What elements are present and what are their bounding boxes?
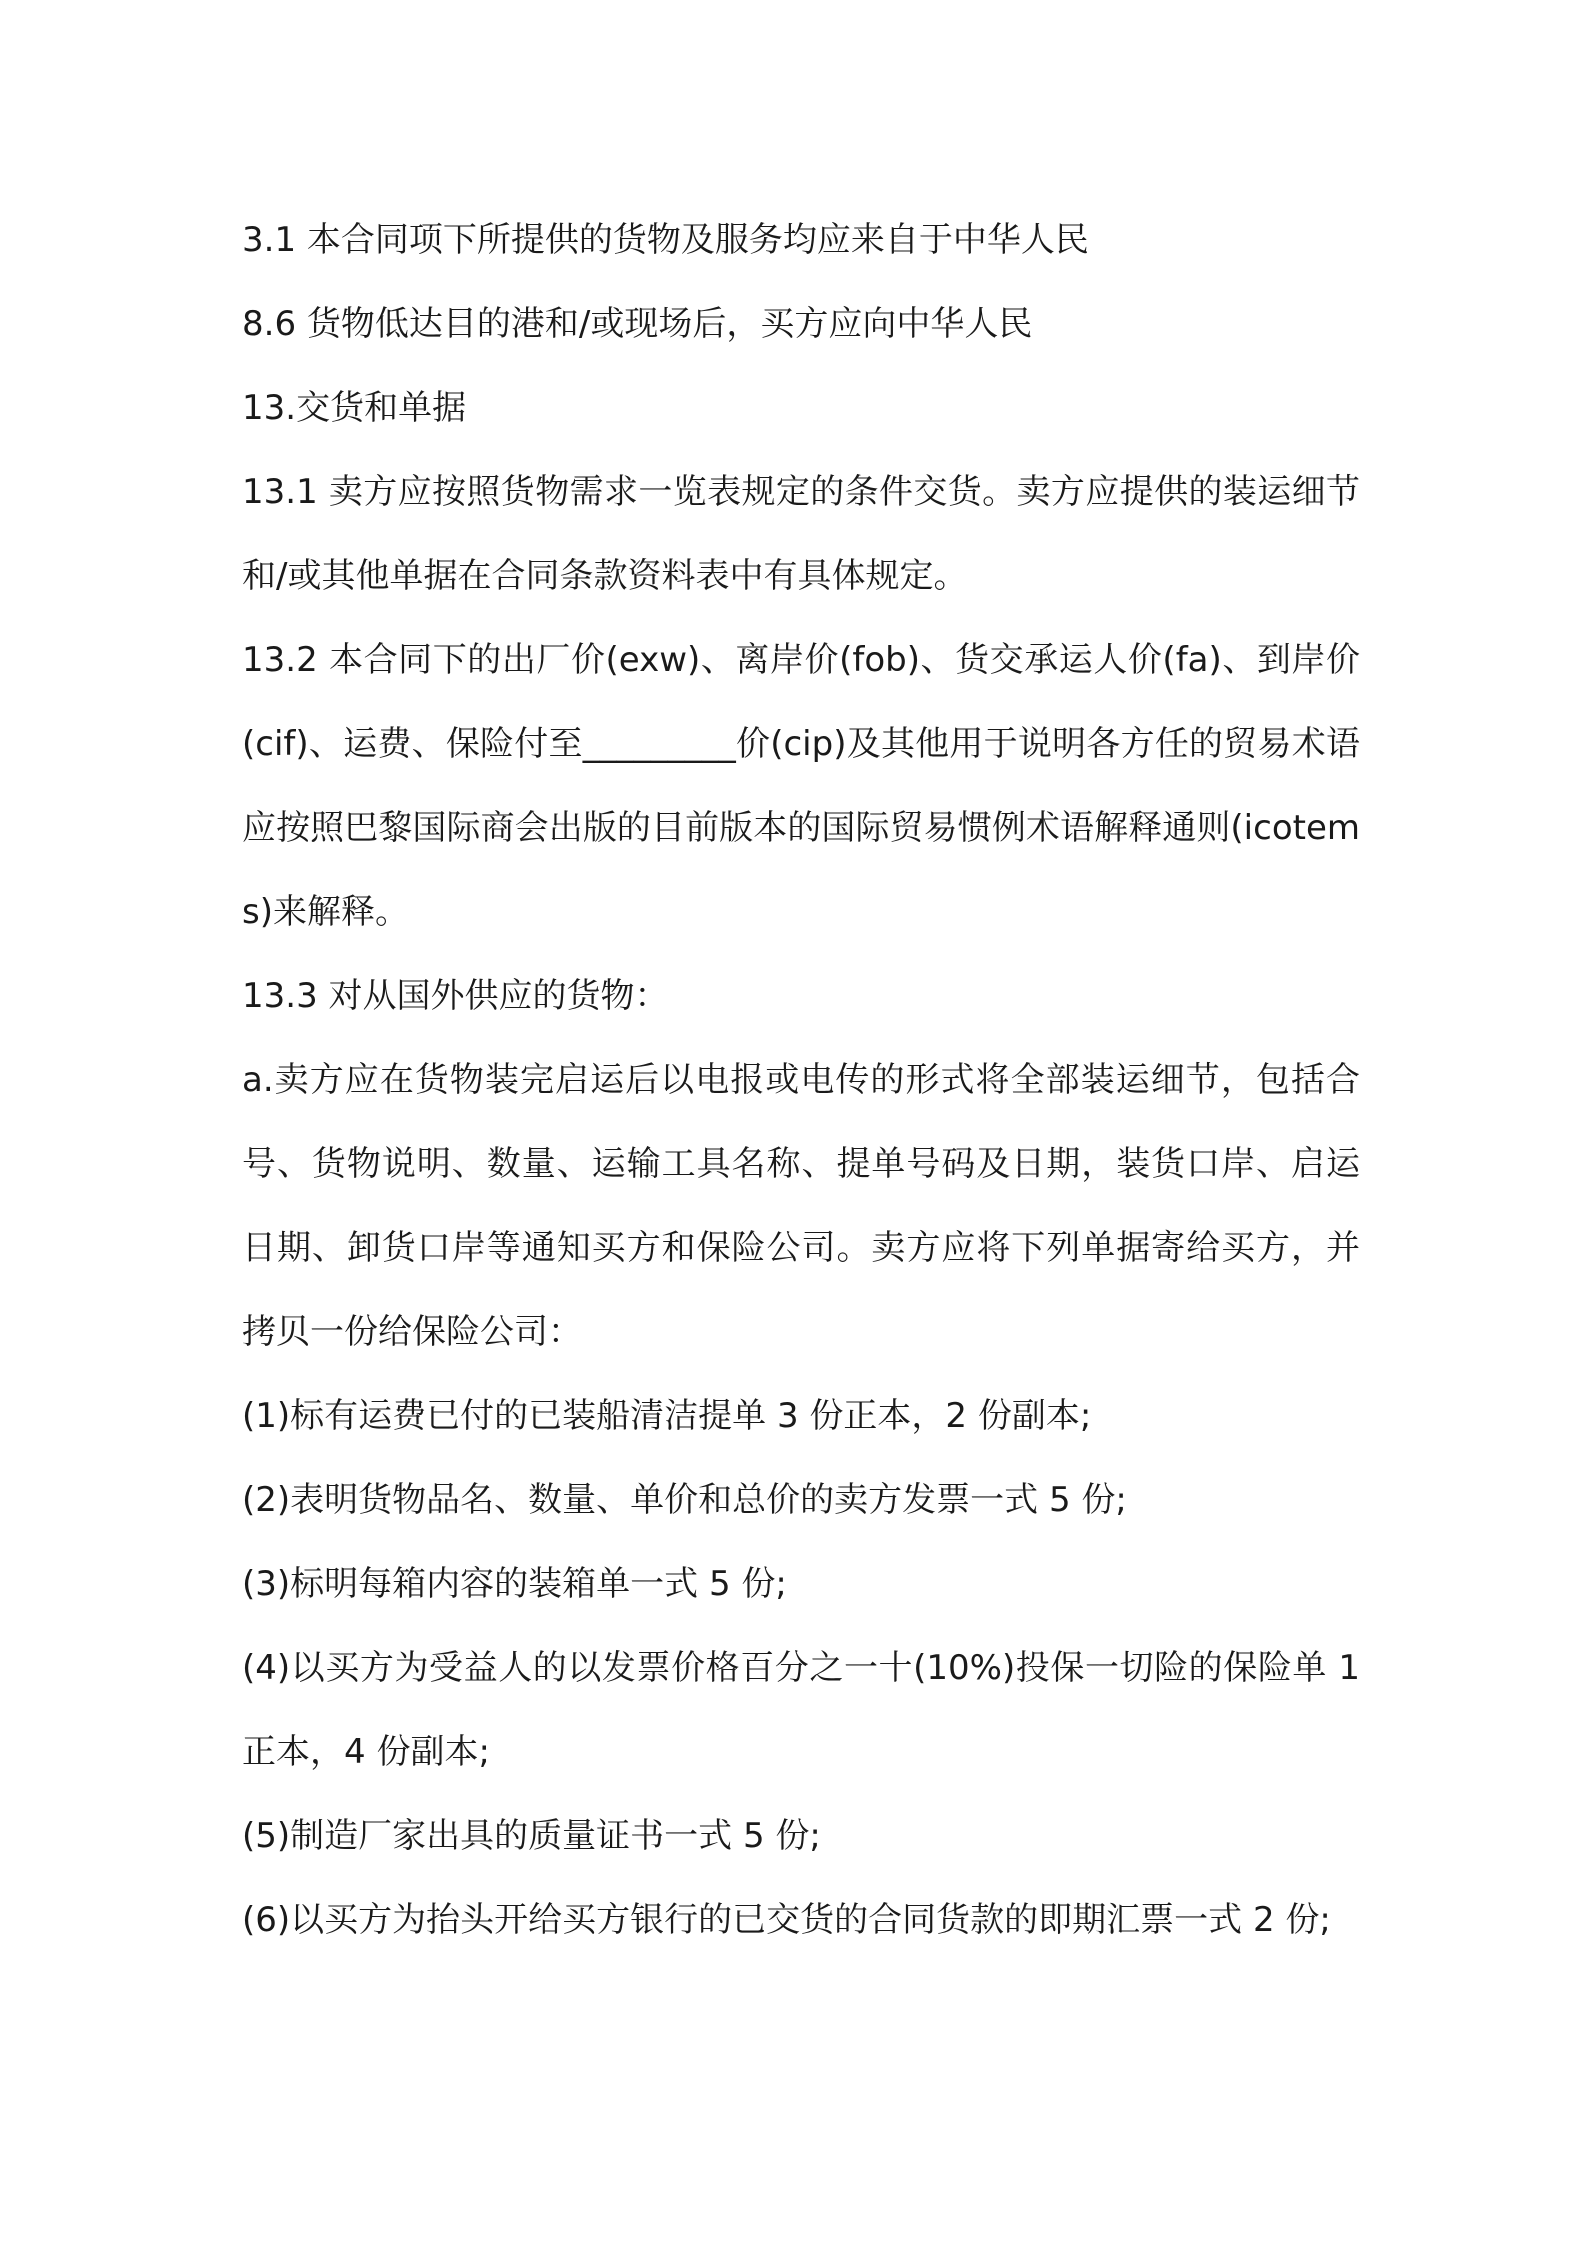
document-item-2: (2)表明货物品名、数量、单价和总价的卖方发票一式 5 份;	[242, 1480, 1127, 1520]
document-page	[242, 198, 1360, 1962]
document-item-5: (5)制造厂家出具的质量证书一式 5 份;	[242, 1816, 821, 1856]
clause-3-1: 3.1 本合同项下所提供的货物及服务均应来自于中华人民	[242, 220, 1089, 260]
clause-8-6: 8.6 货物低达目的港和/或现场后，买方应向中华人民	[242, 304, 1033, 344]
section-13-heading: 13.交货和单据	[242, 388, 467, 428]
document-item-4: (4)以买方为受益人的以发票价格百分之一十(10%)投保一切险的保险单 1 正本，4 份副本;	[242, 1648, 1360, 1772]
clause-13-3-a: a.卖方应在货物装完启运后以电报或电传的形式将全部装运细节，包括合号、货物说明、数量、运输工具名称、提单号码及日期，装货口岸、启运日期、卸货口岸等通知买方和保险公司。卖方应将下列单据寄给买方，并拷贝一份给保险公司：	[242, 1060, 1360, 1352]
document-item-6: (6)以买方为抬头开给买方银行的已交货的合同货款的即期汇票一式 2 份;	[242, 1900, 1331, 1940]
clause-13-2: 13.2 本合同下的出厂价(exw)、离岸价(fob)、货交承运人价(fa)、到岸价(cif)、运费、保险付至_________价(cip)及其他用于说明各方任的贸易术语应按照巴黎国际商会出版的目前版本的国际贸易惯例术语解释通则(icotems)来解释。	[242, 640, 1360, 932]
clause-13-3: 13.3 对从国外供应的货物：	[242, 976, 669, 1016]
document-item-1: (1)标有运费已付的已装船清洁提单 3 份正本，2 份副本;	[242, 1396, 1092, 1436]
clause-13-1: 13.1 卖方应按照货物需求一览表规定的条件交货。卖方应提供的装运细节和/或其他单据在合同条款资料表中有具体规定。	[242, 472, 1360, 596]
document-item-3: (3)标明每箱内容的装箱单一式 5 份;	[242, 1564, 787, 1604]
